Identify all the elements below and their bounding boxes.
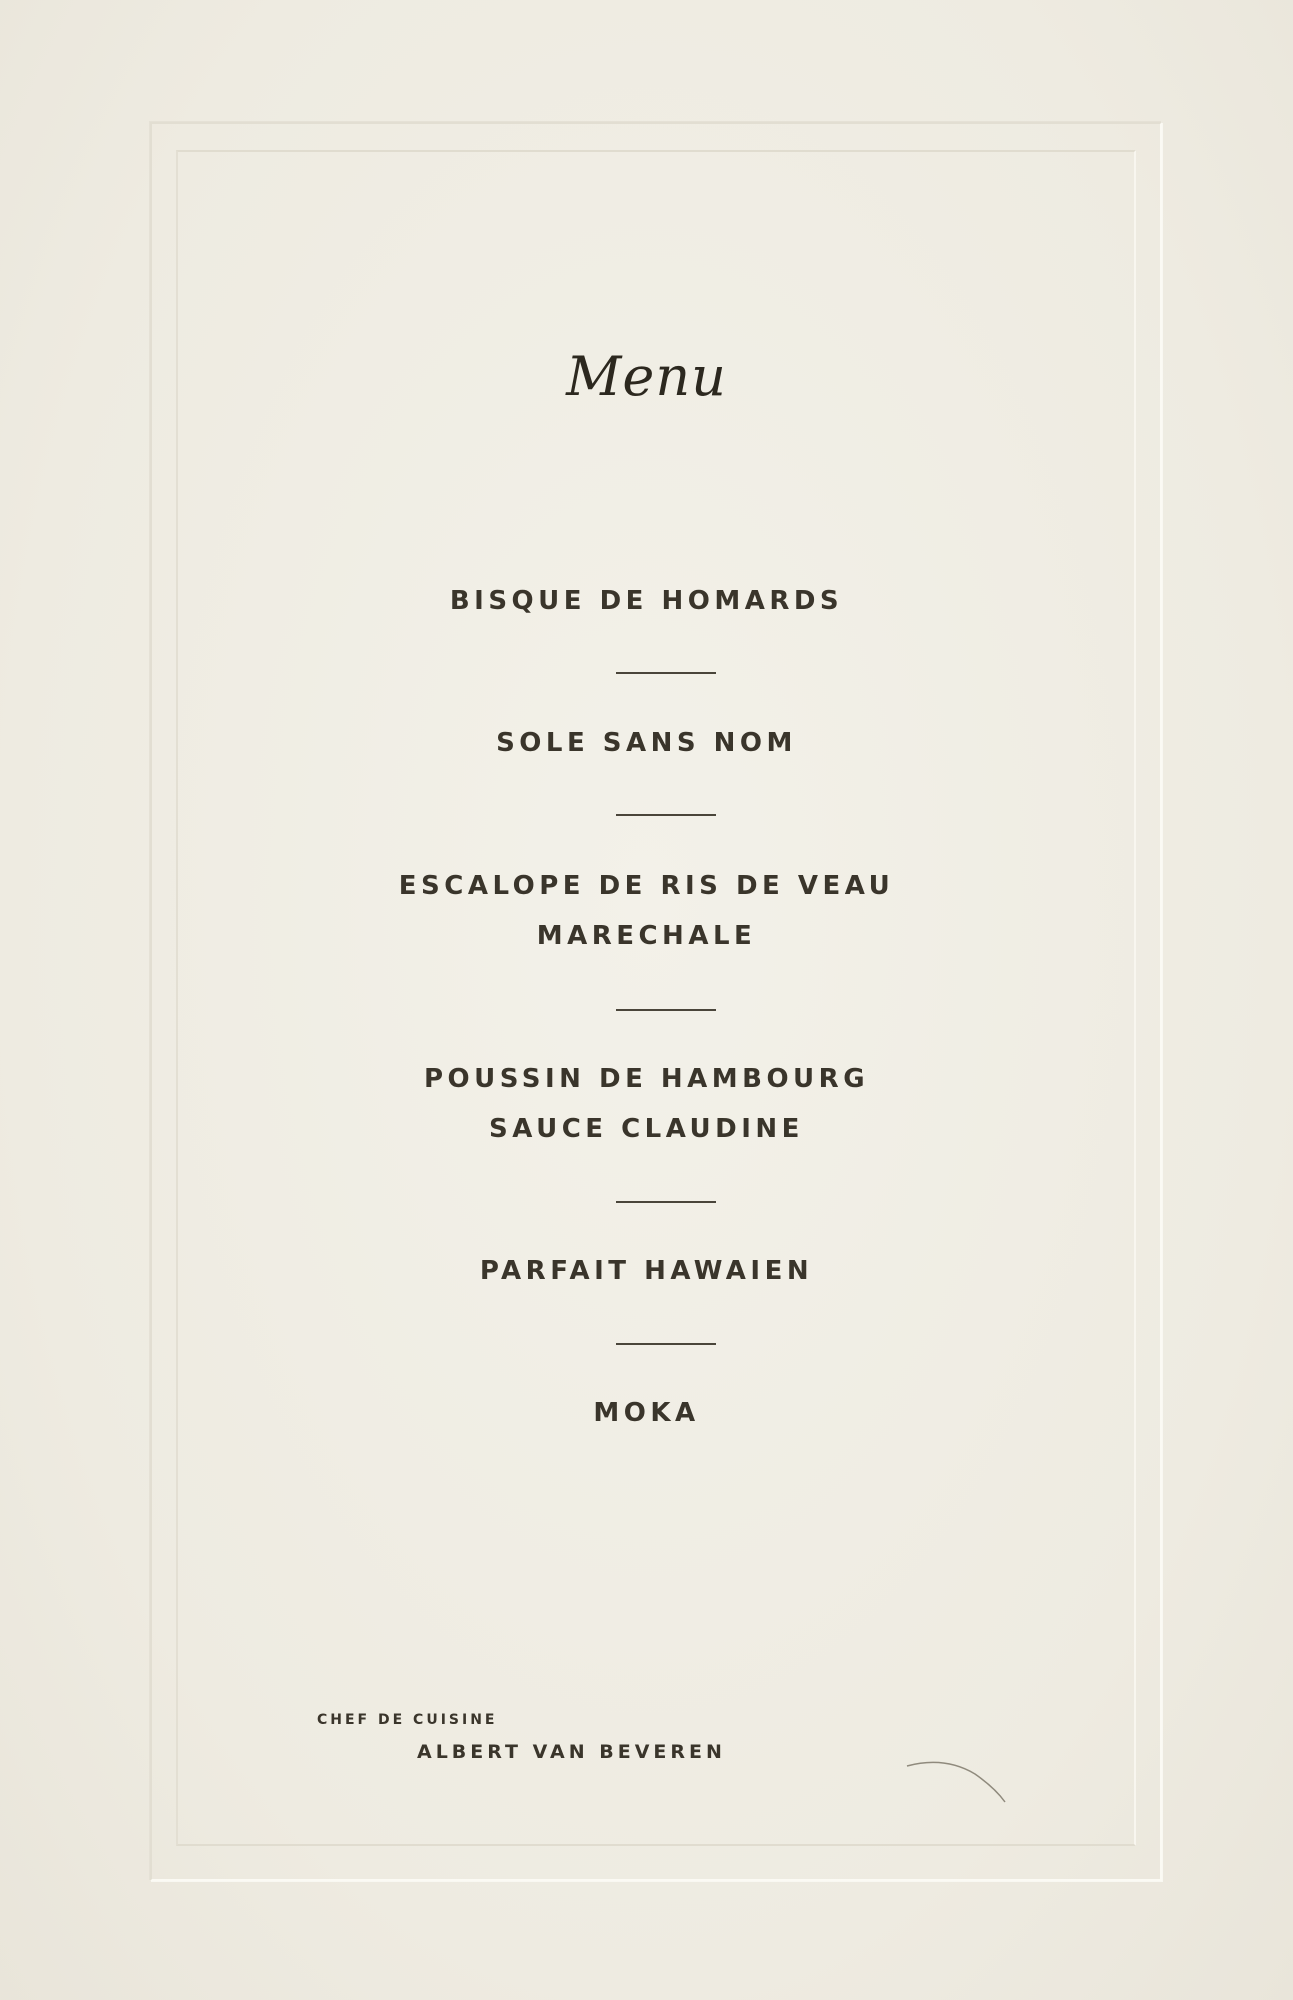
course-3-line-1: ESCALOPE DE RIS DE VEAU (398, 871, 895, 901)
paper-crease-mark (905, 1760, 1015, 1810)
course-5-line-1: PARFAIT HAWAIEN (479, 1256, 814, 1286)
course-2-line-1: SOLE SANS NOM (496, 728, 797, 758)
chef-label: CHEF DE CUISINE (317, 1712, 498, 1728)
course-divider-3 (616, 1009, 716, 1011)
course-3-line-2: MARECHALE (536, 921, 757, 951)
course-4-line-2: SAUCE CLAUDINE (489, 1114, 804, 1144)
course-4-line-1: POUSSIN DE HAMBOURG (423, 1064, 870, 1094)
course-divider-4 (616, 1201, 716, 1203)
course-divider-2 (616, 814, 716, 816)
chef-name: ALBERT VAN BEVEREN (417, 1741, 726, 1763)
course-divider-1 (616, 672, 716, 674)
course-6-line-1: MOKA (593, 1398, 700, 1428)
course-divider-5 (616, 1343, 716, 1345)
course-1-line-1: BISQUE DE HOMARDS (449, 586, 844, 616)
menu-title: Menu (566, 345, 727, 408)
